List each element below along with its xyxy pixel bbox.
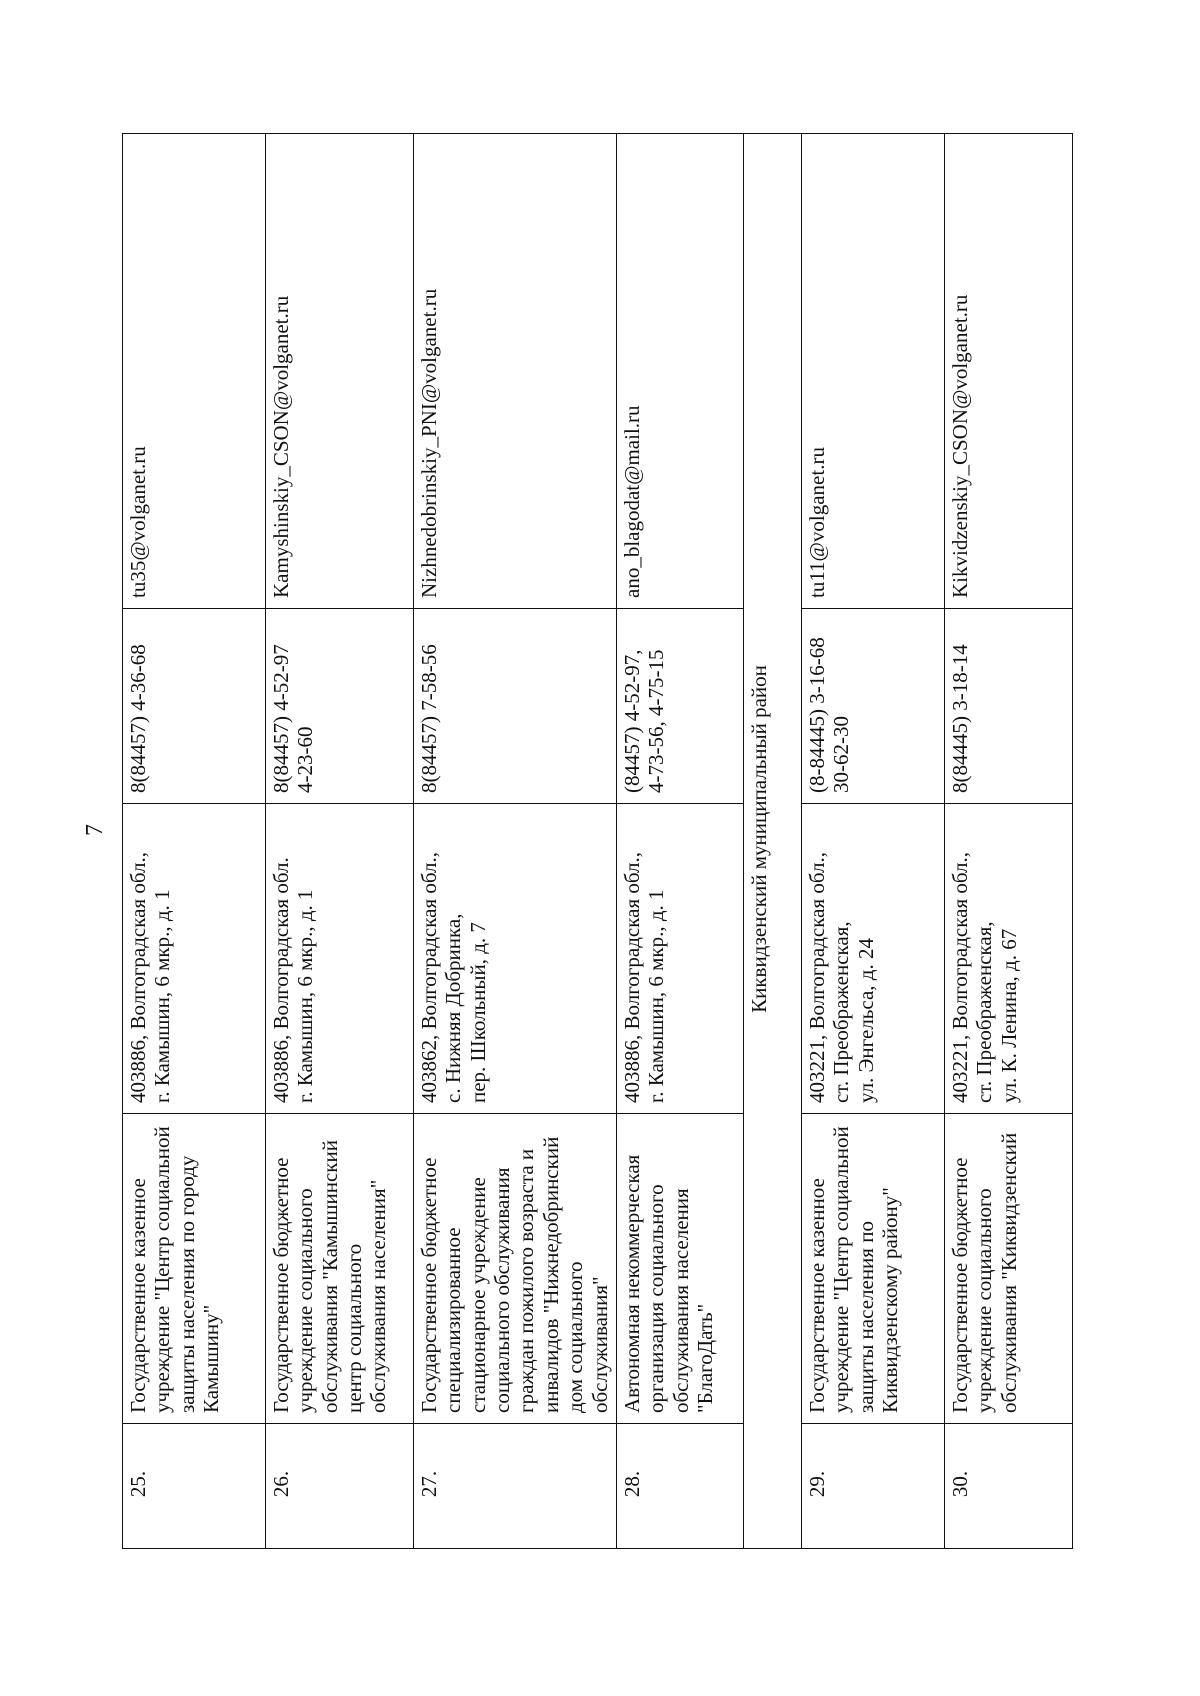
institution-phone: 8(84457) 4-36-68	[123, 609, 266, 804]
institution-email: ano_blagodat@mail.ru	[616, 134, 743, 609]
institution-email: Kikvidzenskiy_CSON@volganet.ru	[944, 134, 1072, 609]
institution-name: Государственное бюджетное учреждение социального обслуживания "Камышинский центр социального обслуживания населения"	[266, 1114, 414, 1424]
table-row	[616, 134, 743, 1549]
institution-address: 403862, Волгоградская обл., с. Нижняя Добринка, пер. Школьный, д. 7	[414, 804, 617, 1114]
institution-phone: 8(84457) 4-52-97 4-23-60	[266, 609, 414, 804]
table-row	[414, 134, 617, 1549]
row-number: 27.	[414, 1424, 617, 1549]
institution-name: Государственное казенное учреждение "Центр социальной защиты населения по городу Камышину"	[123, 1114, 266, 1424]
institution-phone: (84457) 4-52-97, 4-73-56, 4-75-15	[616, 609, 743, 804]
institution-email: tu35@volganet.ru	[123, 134, 266, 609]
institution-phone: 8(84445) 3-18-14	[944, 609, 1072, 804]
rotated-table-frame	[122, 134, 1065, 1549]
institution-address: 403886, Волгоградская обл., г. Камышин, 6 мкр., д. 1	[616, 804, 743, 1114]
section-row	[743, 134, 801, 1549]
institution-name: Государственное казенное учреждение "Центр социальной защиты населения по Киквидзенскому району"	[801, 1114, 944, 1424]
institution-name: Автономная некоммерческая организация социального обслуживания населения "БлагоДать"	[616, 1114, 743, 1424]
row-number: 30.	[944, 1424, 1072, 1549]
table-row	[944, 134, 1072, 1549]
institution-address: 403221, Волгоградская обл., ст. Преображенская, ул. Энгельса, д. 24	[801, 804, 944, 1114]
institution-email: Kamyshinskiy_CSON@volganet.ru	[266, 134, 414, 609]
institution-name: Государственное бюджетное учреждение социального обслуживания "Киквидзенский	[944, 1114, 1072, 1424]
row-number: 26.	[266, 1424, 414, 1549]
section-title: Киквидзенский муниципальный район	[743, 134, 801, 1549]
institutions-table	[122, 133, 1073, 1549]
institution-address: 403886, Волгоградская обл., г. Камышин, 6 мкр., д. 1	[123, 804, 266, 1114]
institution-address: 403221, Волгоградская обл., ст. Преображенская, ул. К. Ленина, д. 67	[944, 804, 1072, 1114]
row-number: 28.	[616, 1424, 743, 1549]
institution-email: tu11@volganet.ru	[801, 134, 944, 609]
row-number: 25.	[123, 1424, 266, 1549]
institution-phone: 8(84457) 7-58-56	[414, 609, 617, 804]
institution-phone: (8-84445) 3-16-68 30-62-30	[801, 609, 944, 804]
table-row	[801, 134, 944, 1549]
institution-email: Nizhnedobrinskiy_PNI@volganet.ru	[414, 134, 617, 609]
row-number: 29.	[801, 1424, 944, 1549]
institution-address: 403886, Волгоградская обл. г. Камышин, 6 мкр., д. 1	[266, 804, 414, 1114]
table-row	[123, 134, 266, 1549]
table-row	[266, 134, 414, 1549]
institution-name: Государственное бюджетное специализированное стационарное учреждение социального обслуживания граждан пожилого возраста и инвалидов "Нижнедобринский дом социального обслуживания"	[414, 1114, 617, 1424]
page-number: 7	[82, 824, 108, 836]
